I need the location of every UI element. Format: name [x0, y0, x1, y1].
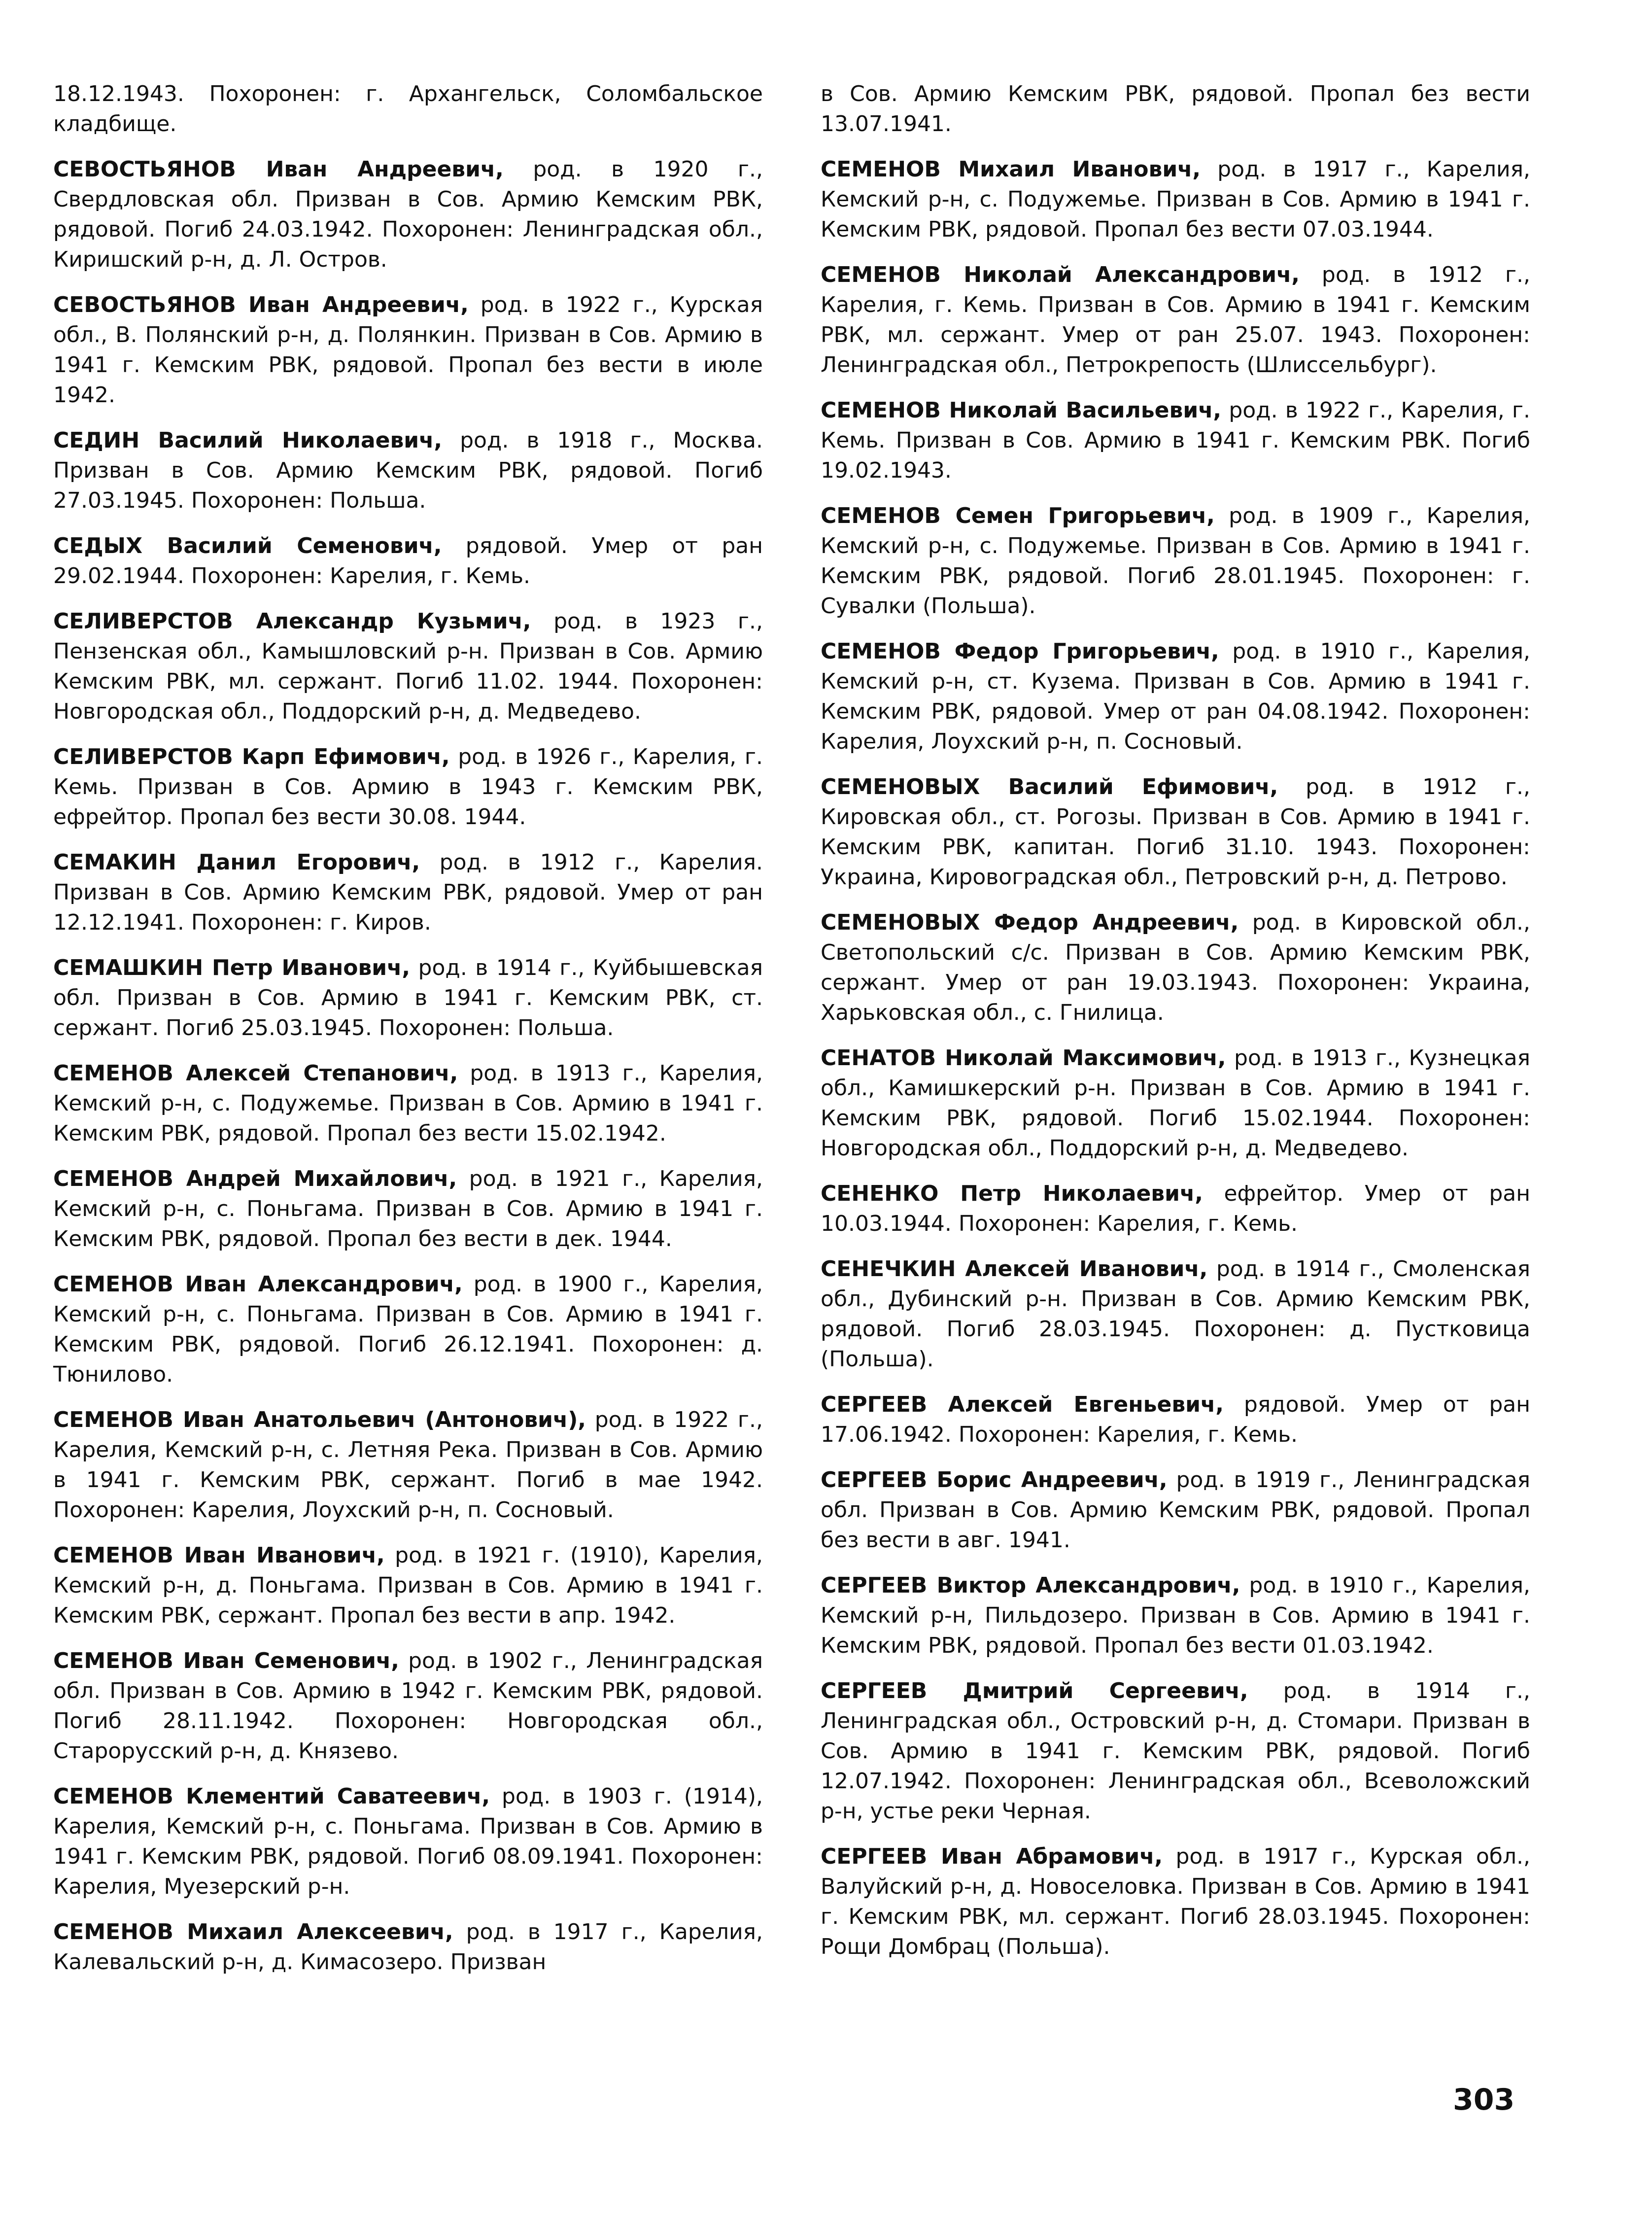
- entry-text: в Сов. Армию Кемским РВК, рядовой. Пропал без вести 13.07.1941.: [821, 81, 1530, 137]
- entry-name: СЕВОСТЬЯНОВ Иван Андреевич,: [53, 292, 469, 317]
- entry-name: СЕМЕНОВ Иван Анатольевич (Антонович),: [53, 1407, 586, 1432]
- entry-text: род. в 1914 г., Смоленская обл., Дубинский р-н. Призван в Сов. Армию Кемским РВК, рядовой. Погиб 28.03.1945. Похоронен: д. Пустковица (Польша).: [821, 1256, 1531, 1372]
- entry-text: род. в 1922 г., Карелия, Кемский р-н, с. Летняя Река. Призван в Сов. Армию в 1941 г. Кемским РВК, сержант. Погиб в мае 1942. Похоронен: Карелия, Лоухский р-н, п. Сосновый.: [53, 1407, 763, 1523]
- biography-entry: [53, 290, 763, 410]
- entry-name: СЕДИН Василий Николаевич,: [53, 428, 443, 453]
- entry-text: рядовой. Умер от ран 29.02.1944. Похоронен: Карелия, г. Кемь.: [53, 533, 763, 589]
- biography-entry: [821, 1179, 1530, 1239]
- biography-entry: [821, 1465, 1530, 1555]
- entry-name: СЕМЕНОВ Клементий Саватеевич,: [53, 1784, 490, 1809]
- entry-text: род. в 1926 г., Карелия, г. Кемь. Призван в Сов. Армию в 1943 г. Кемским РВК, ефрейтор. Пропал без вести 30.08. 1944.: [53, 744, 763, 830]
- page-number: 303: [1453, 2083, 1515, 2117]
- entry-name: СЕМАШКИН Петр Иванович,: [53, 955, 411, 980]
- biography-entry: [53, 531, 763, 591]
- entry-text: рядовой. Умер от ран 17.06.1942. Похоронен: Карелия, г. Кемь.: [821, 1392, 1530, 1447]
- biography-entry: [53, 1540, 763, 1631]
- entry-name: СЕМЕНОВ Николай Александрович,: [821, 262, 1300, 287]
- entry-text: род. в Кировской обл., Светопольский с/с. Призван в Сов. Армию Кемским РВК, сержант. Умер от ран 19.03.1943. Похоронен: Украина, Харьковская обл., с. Гнилица.: [821, 910, 1530, 1025]
- entry-text: род. в 1919 г., Ленинградская обл. Призван в Сов. Армию Кемским РВК, рядовой. Пропал без вести в авг. 1941.: [821, 1467, 1531, 1553]
- entry-text: род. в 1900 г., Карелия, Кемский р-н, с. Поньгама. Призван в Сов. Армию в 1941 г. Кемским РВК, рядовой. Погиб 26.12.1941. Похоронен: д. Тюнилово.: [53, 1272, 763, 1387]
- entry-text: род. в 1912 г., Карелия. Призван в Сов. Армию Кемским РВК, рядовой. Умер от ран 12.12.1941. Похоронен: г. Киров.: [53, 850, 763, 935]
- entry-name: СЕНАТОВ Николай Максимович,: [821, 1045, 1226, 1071]
- entry-text: род. в 1914 г., Куйбышевская обл. Призван в Сов. Армию в 1941 г. Кемским РВК, ст. сержант. Погиб 25.03.1945. Похоронен: Польша.: [53, 955, 763, 1041]
- biography-entry: [821, 154, 1530, 244]
- entry-text: род. в 1917 г., Курская обл., Валуйский р-н, д. Новоселовка. Призван в Сов. Армию в 1941 г. Кемским РВК, мл. сержант. Погиб 28.03.1945. Похоронен: Рощи Домбрац (Польша).: [821, 1844, 1530, 1959]
- entry-text: род. в 1912 г., Карелия, г. Кемь. Призван в Сов. Армию в 1941 г. Кемским РВК, мл. сержант. Умер от ран 25.07. 1943. Похоронен: Ленинградская обл., Петрокрепость (Шлиссельбург).: [821, 262, 1530, 378]
- biography-entry: [821, 1570, 1530, 1661]
- entry-text: род. в 1917 г., Карелия, Кемский р-н, с. Подужемье. Призван в Сов. Армию в 1941 г. Кемским РВК, рядовой. Пропал без вести 07.03.1944.: [821, 157, 1531, 242]
- biography-entry: [53, 1917, 763, 1977]
- entry-name: СЕНЕЧКИН Алексей Иванович,: [821, 1256, 1208, 1282]
- entry-text: ефрейтор. Умер от ран 10.03.1944. Похоронен: Карелия, г. Кемь.: [821, 1181, 1531, 1236]
- entry-name: СЕРГЕЕВ Алексей Евгеньевич,: [821, 1392, 1224, 1417]
- entry-text: род. в 1923 г., Пензенская обл., Камышловский р-н. Призван в Сов. Армию Кемским РВК, мл. сержант. Погиб 11.02. 1944. Похоронен: Новгородская обл., Поддорский р-н, д. Медведево.: [53, 609, 763, 724]
- biography-entry: [821, 79, 1530, 139]
- entry-name: СЕРГЕЕВ Иван Абрамович,: [821, 1844, 1163, 1869]
- biography-entry: [53, 742, 763, 832]
- entry-name: СЕМЕНОВ Михаил Иванович,: [821, 157, 1201, 182]
- biography-entry: [53, 425, 763, 516]
- entry-text: род. в 1909 г., Карелия, Кемский р-н, с. Подужемье. Призван в Сов. Армию в 1941 г. Кемским РВК, рядовой. Погиб 28.01.1945. Похоронен: г. Сувалки (Польша).: [821, 503, 1530, 619]
- biography-entry: [53, 953, 763, 1043]
- entry-name: СЕМЕНОВ Иван Иванович,: [53, 1543, 385, 1568]
- entry-name: СЕМЕНОВ Иван Александрович,: [53, 1272, 463, 1297]
- biography-entry: [53, 79, 763, 139]
- biography-entry: [821, 1676, 1530, 1826]
- biography-entry: [53, 1269, 763, 1390]
- entry-name: СЕЛИВЕРСТОВ Александр Кузьмич,: [53, 609, 531, 634]
- entry-text: род. в 1921 г., Карелия, Кемский р-н, с. Поньгама. Призван в Сов. Армию в 1941 г. Кемским РВК, рядовой. Пропал без вести в дек. 1944.: [53, 1166, 763, 1251]
- entry-text: род. в 1922 г., Курская обл., В. Полянский р-н, д. Полянкин. Призван в Сов. Армию в 1941 г. Кемским РВК, рядовой. Пропал без вести в июле 1942.: [53, 292, 763, 408]
- biography-entry: [53, 1781, 763, 1902]
- entry-name: СЕНЕНКО Петр Николаевич,: [821, 1181, 1203, 1206]
- biography-entry: [821, 907, 1530, 1028]
- left-column: [53, 79, 763, 1992]
- entry-name: СЕРГЕЕВ Дмитрий Сергеевич,: [821, 1678, 1248, 1703]
- biography-entry: [821, 260, 1530, 380]
- biography-entry: [53, 1405, 763, 1525]
- entry-text: род. в 1910 г., Карелия, Кемский р-н, Пильдозеро. Призван в Сов. Армию в 1941 г. Кемским РВК, рядовой. Пропал без вести 01.03.1942.: [821, 1573, 1531, 1658]
- entry-text: род. в 1917 г., Карелия, Калевальский р-н, д. Кимасозеро. Призван: [53, 1919, 763, 1975]
- entry-name: СЕМЕНОВ Андрей Михайлович,: [53, 1166, 457, 1191]
- entry-name: СЕМЕНОВЫХ Василий Ефимович,: [821, 774, 1278, 799]
- right-column: [821, 79, 1530, 1977]
- entry-name: СЕРГЕЕВ Борис Андреевич,: [821, 1467, 1168, 1493]
- entry-name: СЕМЕНОВ Федор Григорьевич,: [821, 639, 1219, 664]
- biography-entry: [821, 772, 1530, 892]
- biography-entry: [53, 606, 763, 727]
- entry-name: СЕМЕНОВЫХ Федор Андреевич,: [821, 910, 1239, 935]
- entry-text: род. в 1920 г., Свердловская обл. Призван в Сов. Армию Кемским РВК, рядовой. Погиб 24.03.1942. Похоронен: Ленинградская обл., Киришский р-н, д. Л. Остров.: [53, 157, 763, 272]
- biography-entry: [821, 1842, 1530, 1962]
- biography-entry: [53, 1058, 763, 1148]
- entry-text: 18.12.1943. Похоронен: г. Архангельск, Соломбальское кладбище.: [53, 81, 763, 137]
- entry-text: род. в 1913 г., Карелия, Кемский р-н, с. Подужемье. Призван в Сов. Армию в 1941 г. Кемским РВК, рядовой. Пропал без вести 15.02.1942.: [53, 1061, 763, 1146]
- entry-text: род. в 1921 г. (1910), Карелия, Кемский р-н, д. Поньгама. Призван в Сов. Армию в 1941 г. Кемским РВК, сержант. Пропал без вести в апр. 1942.: [53, 1543, 763, 1628]
- entry-text: род. в 1912 г., Кировская обл., ст. Рогозы. Призван в Сов. Армию в 1941 г. Кемским РВК, капитан. Погиб 31.10. 1943. Похоронен: Украина, Кировоградская обл., Петровский р-н, д. Петрово.: [821, 774, 1531, 890]
- biography-entry: [53, 847, 763, 938]
- entry-name: СЕРГЕЕВ Виктор Александрович,: [821, 1573, 1240, 1598]
- entry-name: СЕМЕНОВ Михаил Алексеевич,: [53, 1919, 453, 1945]
- biography-entry: [821, 501, 1530, 621]
- entry-name: СЕЛИВЕРСТОВ Карп Ефимович,: [53, 744, 450, 769]
- entry-text: род. в 1910 г., Карелия, Кемский р-н, ст. Кузема. Призван в Сов. Армию в 1941 г. Кемским РВК, рядовой. Умер от ран 04.08.1942. Похоронен: Карелия, Лоухский р-н, п. Сосновый.: [821, 639, 1531, 754]
- entry-text: род. в 1903 г. (1914), Карелия, Кемский р-н, с. Поньгама. Призван в Сов. Армию в 1941 г. Кемским РВК, рядовой. Погиб 08.09.1941. Похоронен: Карелия, Муезерский р-н.: [53, 1784, 763, 1899]
- entry-text: род. в 1922 г., Карелия, г. Кемь. Призван в Сов. Армию в 1941 г. Кемским РВК. Погиб 19.02.1943.: [821, 398, 1530, 483]
- entry-name: СЕВОСТЬЯНОВ Иван Андреевич,: [53, 157, 504, 182]
- biography-entry: [53, 1646, 763, 1766]
- entry-name: СЕМЕНОВ Семен Григорьевич,: [821, 503, 1215, 528]
- entry-text: род. в 1913 г., Кузнецкая обл., Камишкерский р-н. Призван в Сов. Армию в 1941 г. Кемским РВК, рядовой. Погиб 15.02.1944. Похоронен: Новгородская обл., Поддорский р-н, д. Медведево.: [821, 1045, 1531, 1161]
- entry-text: род. в 1914 г., Ленинградская обл., Островский р-н, д. Стомари. Призван в Сов. Армию в 1941 г. Кемским РВК, рядовой. Погиб 12.07.1942. Похоронен: Ленинградская обл., Всеволожский р-н, устье реки Черная.: [821, 1678, 1530, 1824]
- entry-text: род. в 1918 г., Москва. Призван в Сов. Армию Кемским РВК, рядовой. Погиб 27.03.1945. Похоронен: Польша.: [53, 428, 763, 513]
- entry-name: СЕМЕНОВ Иван Семенович,: [53, 1648, 399, 1673]
- biography-entry: [53, 154, 763, 275]
- biography-entry: [821, 1254, 1530, 1374]
- entry-text: род. в 1902 г., Ленинградская обл. Призван в Сов. Армию в 1942 г. Кемским РВК, рядовой. Погиб 28.11.1942. Похоронен: Новгородская обл., Старорусский р-н, д. Князево.: [53, 1648, 763, 1764]
- biography-entry: [821, 395, 1530, 486]
- biography-entry: [821, 636, 1530, 757]
- biography-entry: [821, 1043, 1530, 1163]
- biography-entry: [821, 1390, 1530, 1450]
- entry-name: СЕМАКИН Данил Егорович,: [53, 850, 420, 875]
- entry-name: СЕДЫХ Василий Семенович,: [53, 533, 442, 558]
- entry-name: СЕМЕНОВ Николай Васильевич,: [821, 398, 1222, 423]
- entry-name: СЕМЕНОВ Алексей Степанович,: [53, 1061, 458, 1086]
- biography-entry: [53, 1164, 763, 1254]
